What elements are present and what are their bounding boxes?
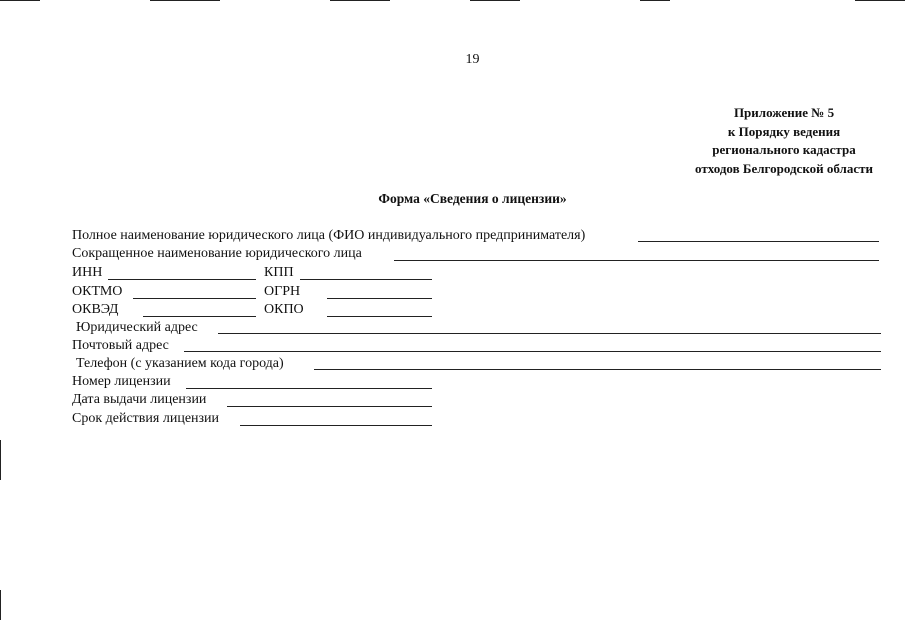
phone-label: Телефон (с указанием кода города)	[76, 356, 284, 371]
oktmo-label: ОКТМО	[72, 284, 123, 299]
short-name-line[interactable]	[394, 260, 879, 261]
inn-line[interactable]	[108, 279, 256, 280]
appendix-line-2: к Порядку ведения	[727, 123, 841, 139]
appendix-line-4: отходов Белгородской области	[695, 160, 873, 176]
appendix-header	[695, 104, 873, 178]
okved-line[interactable]	[143, 316, 256, 317]
scan-mark-top-left	[0, 0, 40, 1]
scan-mark-top-mid-3	[470, 0, 520, 1]
phone-line[interactable]	[314, 369, 881, 370]
license-number-line[interactable]	[186, 388, 432, 389]
scan-mark-top-mid-2	[330, 0, 390, 1]
ogrn-line[interactable]	[327, 298, 432, 299]
okved-label: ОКВЭД	[72, 302, 119, 317]
page-number: 19	[465, 52, 480, 67]
oktmo-line[interactable]	[133, 298, 256, 299]
legal-address-label: Юридический адрес	[76, 320, 198, 335]
license-number-label: Номер лицензии	[72, 374, 171, 389]
full-name-line[interactable]	[638, 241, 879, 242]
appendix-line-3: регионального кадастра	[712, 142, 856, 157]
scan-mark-top-mid-1	[150, 0, 220, 1]
full-name-label: Полное наименование юридического лица (ФИО индивидуального предпринимателя)	[72, 228, 586, 243]
short-name-label: Сокращенное наименование юридического лица	[72, 246, 362, 261]
scan-mark-top-right	[855, 0, 905, 1]
inn-label: ИНН	[72, 265, 103, 280]
scan-mark-top-mid-4	[640, 0, 670, 1]
okpo-line[interactable]	[327, 316, 432, 317]
validity-label: Срок действия лицензии	[72, 411, 220, 426]
kpp-line[interactable]	[300, 279, 432, 280]
issue-date-label: Дата выдачи лицензии	[72, 392, 207, 407]
ogrn-label: ОГРН	[264, 284, 301, 299]
okpo-label: ОКПО	[264, 302, 304, 317]
scan-mark-left-edge	[0, 440, 1, 480]
legal-address-line[interactable]	[218, 333, 881, 334]
postal-address-label: Почтовый адрес	[72, 338, 169, 353]
appendix-line-1: Приложение № 5	[733, 105, 835, 120]
validity-line[interactable]	[240, 425, 432, 426]
issue-date-line[interactable]	[227, 406, 432, 407]
form-title: Форма «Сведения о лицензии»	[378, 191, 567, 206]
postal-address-line[interactable]	[184, 351, 881, 352]
kpp-label: КПП	[264, 265, 294, 280]
scan-mark-left-edge-2	[0, 590, 1, 620]
